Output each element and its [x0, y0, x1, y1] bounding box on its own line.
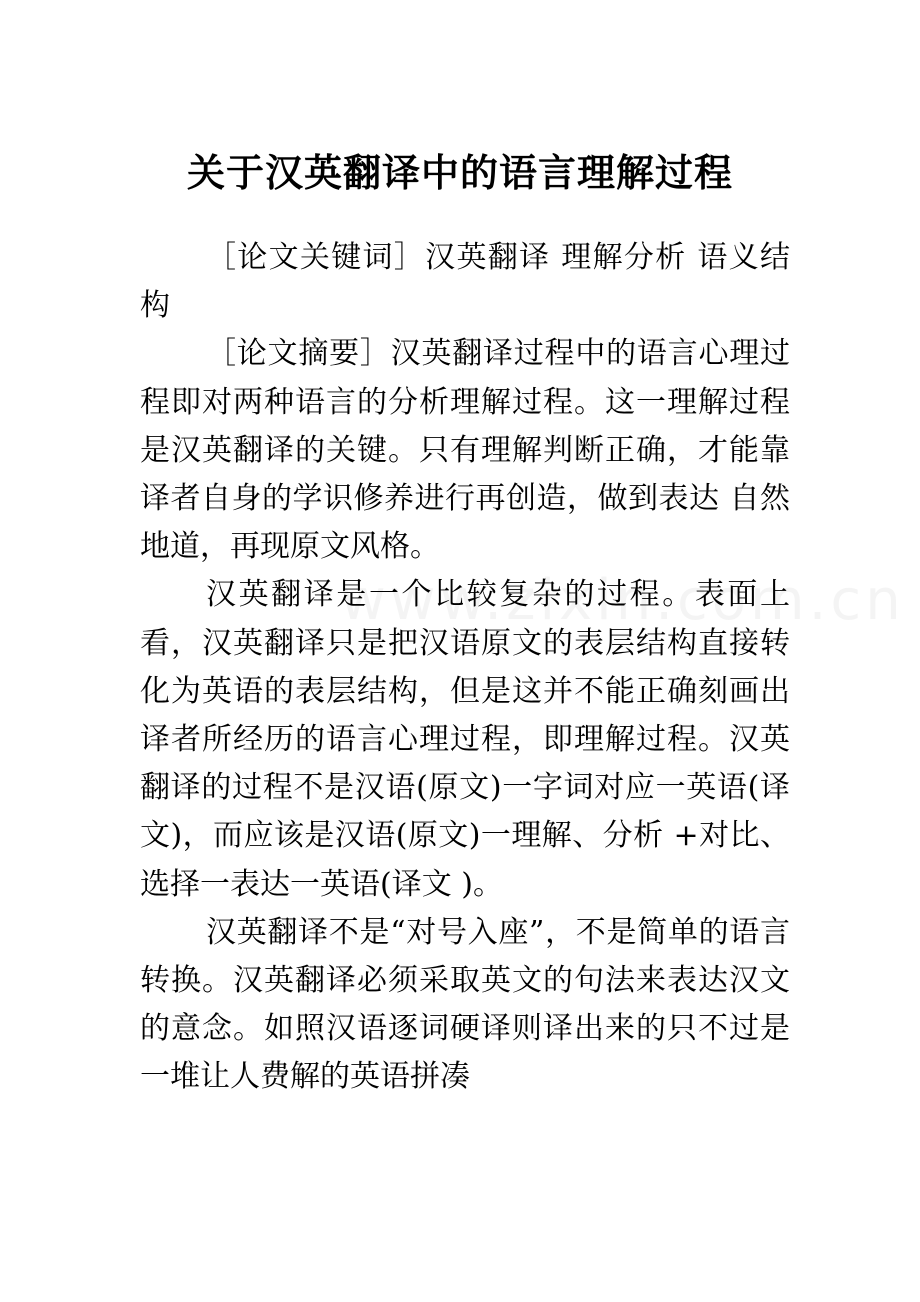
body-paragraph: 汉英翻译是一个比较复杂的过程。表面上看，汉英翻译只是把汉语原文的表层结构直接转化为英语的表层结构，但是这并不能正确刻画出译者所经历的语言心理过程，即理解过程。汉英翻译的过程不是汉语(原文)一字词对应一英语(译文)，而应该是汉语(原文)一理解、分析 +对比、选择一表达一英语(译文 )。 [140, 577, 790, 902]
body-paragraph: 汉英翻译不是“对号入座”，不是简单的语言转换。汉英翻译必须采取英文的句法来表达汉文的意念。如照汉语逐词硬译则译出来的只不过是一堆让人费解的英语拼凑 [140, 914, 790, 1095]
document-title: 关于汉英翻译中的语言理解过程 [186, 150, 733, 196]
document-body [140, 234, 790, 1102]
abstract-paragraph: ［论文摘要］汉英翻译过程中的语言心理过程即对两种语言的分析理解过程。这一理解过程是汉英翻译的关键。只有理解判断正确，才能靠译者自身的学识修养进行再创造，做到表达 自然地道，再现原文风格。 [140, 336, 790, 565]
keywords-paragraph: ［论文关键词］汉英翻译 理解分析 语义结构 [140, 240, 790, 324]
